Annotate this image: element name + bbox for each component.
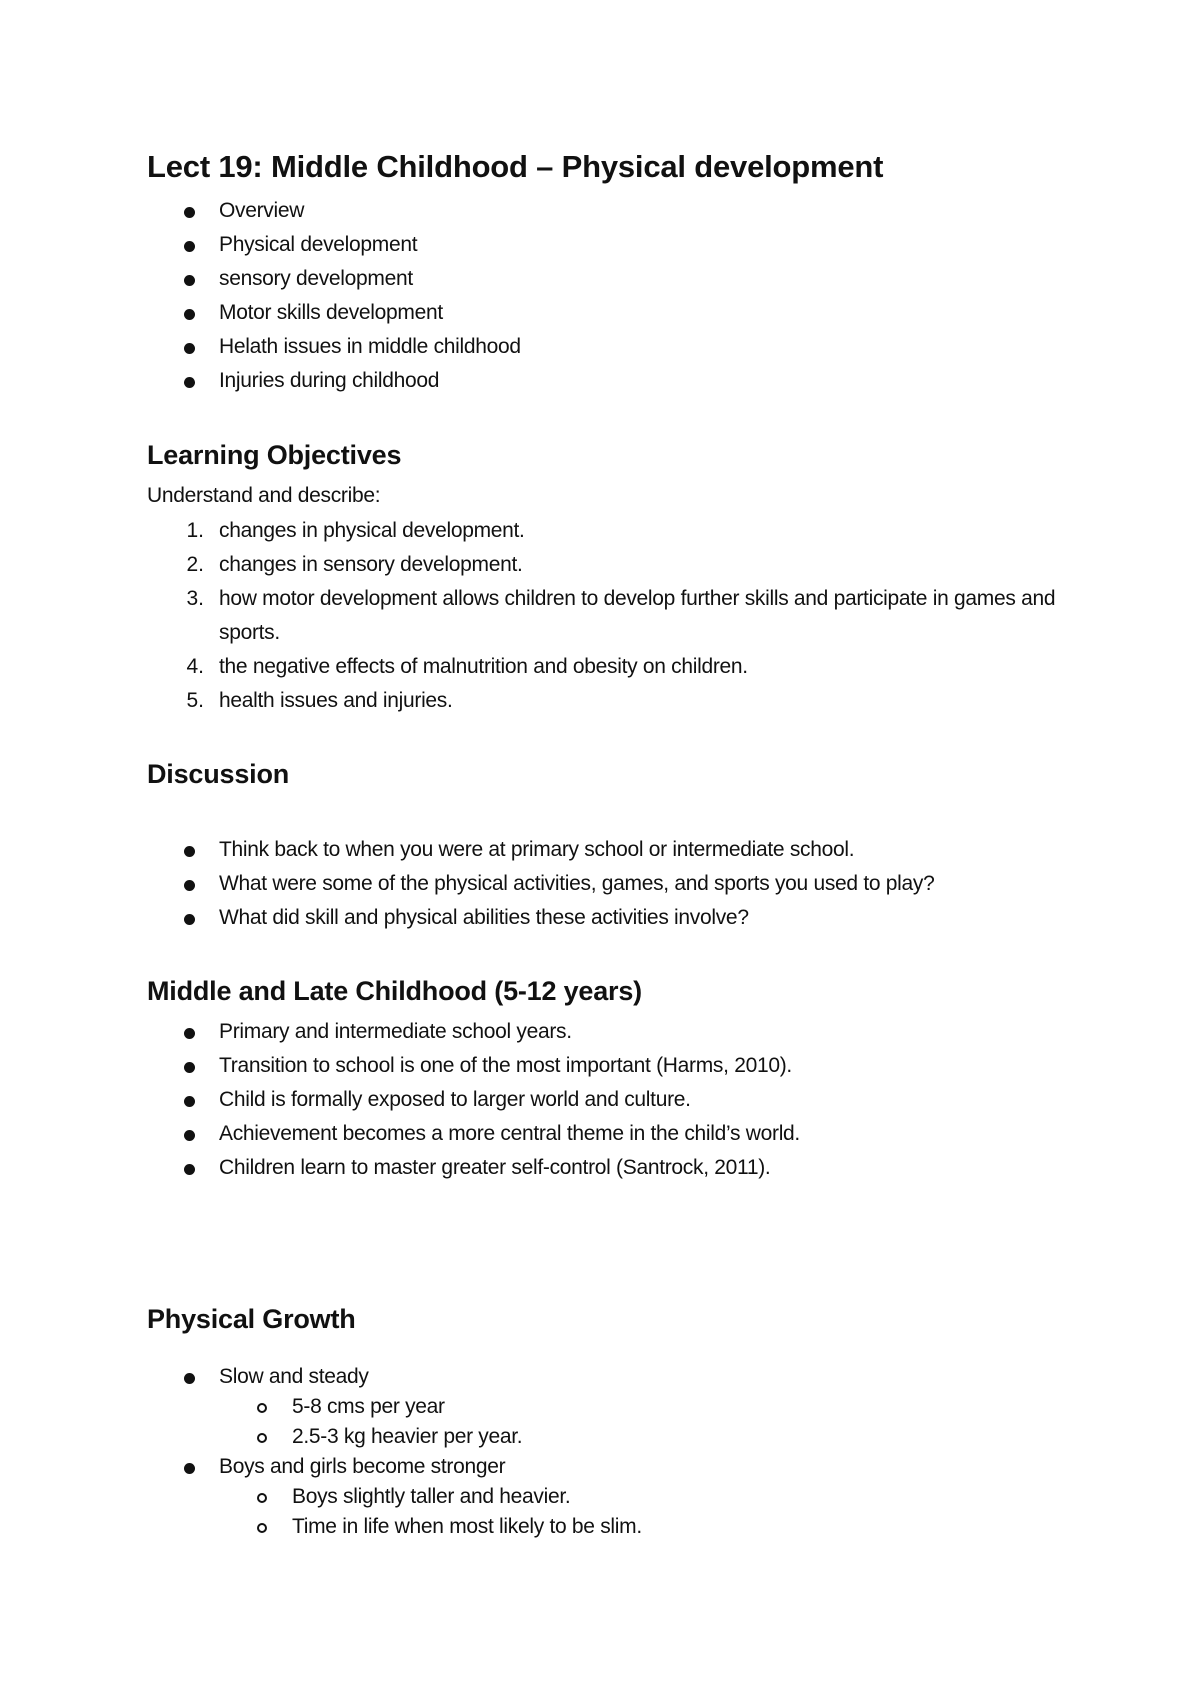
bullet-icon xyxy=(184,1164,195,1175)
physical-growth-heading: Physical Growth xyxy=(147,1304,356,1334)
bullet-icon xyxy=(184,207,195,218)
sub-list-item: 5-8 cms per year xyxy=(292,1395,445,1418)
list-item: Achievement becomes a more central theme in the child’s world. xyxy=(219,1122,800,1145)
bullet-icon xyxy=(184,1062,195,1073)
list-item: Slow and steady xyxy=(219,1365,369,1388)
bullet-icon xyxy=(184,309,195,320)
sub-list-item: Boys slightly taller and heavier. xyxy=(292,1485,571,1508)
list-item: how motor development allows children to develop further skills and participate in games and xyxy=(219,587,1056,610)
list-number: 3. xyxy=(186,587,204,610)
sub-list-item: 2.5-3 kg heavier per year. xyxy=(292,1425,523,1448)
bullet-icon xyxy=(184,846,195,857)
list-item: Motor skills development xyxy=(219,301,443,324)
list-item: Think back to when you were at primary school or intermediate school. xyxy=(219,838,855,861)
bullet-icon xyxy=(184,1463,195,1474)
learning-objectives-heading: Learning Objectives xyxy=(147,440,402,470)
circle-bullet-icon xyxy=(257,1523,267,1533)
list-item: sensory development xyxy=(219,267,413,290)
circle-bullet-icon xyxy=(257,1493,267,1503)
circle-bullet-icon xyxy=(257,1433,267,1443)
bullet-icon xyxy=(184,1373,195,1384)
list-number: 4. xyxy=(186,655,204,678)
list-number: 2. xyxy=(186,553,204,576)
bullet-icon xyxy=(184,343,195,354)
list-item: changes in sensory development. xyxy=(219,553,523,576)
discussion-heading: Discussion xyxy=(147,759,290,789)
list-item: health issues and injuries. xyxy=(219,689,453,712)
list-item: What were some of the physical activities, games, and sports you used to play? xyxy=(219,872,935,895)
list-item: Transition to school is one of the most important (Harms, 2010). xyxy=(219,1054,792,1077)
list-item: Child is formally exposed to larger world and culture. xyxy=(219,1088,691,1111)
list-item: Overview xyxy=(219,199,305,222)
bullet-icon xyxy=(184,914,195,925)
list-item: Helath issues in middle childhood xyxy=(219,335,521,358)
list-item: Children learn to master greater self-control (Santrock, 2011). xyxy=(219,1156,771,1179)
list-number: 5. xyxy=(186,689,204,712)
list-item: Boys and girls become stronger xyxy=(219,1455,506,1478)
bullet-icon xyxy=(184,241,195,252)
circle-bullet-icon xyxy=(257,1403,267,1413)
list-item: Physical development xyxy=(219,233,418,256)
learning-objectives-intro: Understand and describe: xyxy=(147,484,381,507)
list-item: changes in physical development. xyxy=(219,519,525,542)
middle-late-childhood-heading: Middle and Late Childhood (5-12 years) xyxy=(147,976,642,1006)
bullet-icon xyxy=(184,275,195,286)
bullet-icon xyxy=(184,1130,195,1141)
list-item: Injuries during childhood xyxy=(219,369,440,392)
list-item-continuation: sports. xyxy=(219,621,280,644)
bullet-icon xyxy=(184,1028,195,1039)
bullet-icon xyxy=(184,377,195,388)
list-item: Primary and intermediate school years. xyxy=(219,1020,572,1043)
bullet-icon xyxy=(184,880,195,891)
list-item: the negative effects of malnutrition and obesity on children. xyxy=(219,655,748,678)
page-title: Lect 19: Middle Childhood – Physical development xyxy=(147,149,884,184)
list-item: What did skill and physical abilities these activities involve? xyxy=(219,906,749,929)
list-number: 1. xyxy=(186,519,204,542)
sub-list-item: Time in life when most likely to be slim. xyxy=(292,1515,642,1538)
bullet-icon xyxy=(184,1096,195,1107)
